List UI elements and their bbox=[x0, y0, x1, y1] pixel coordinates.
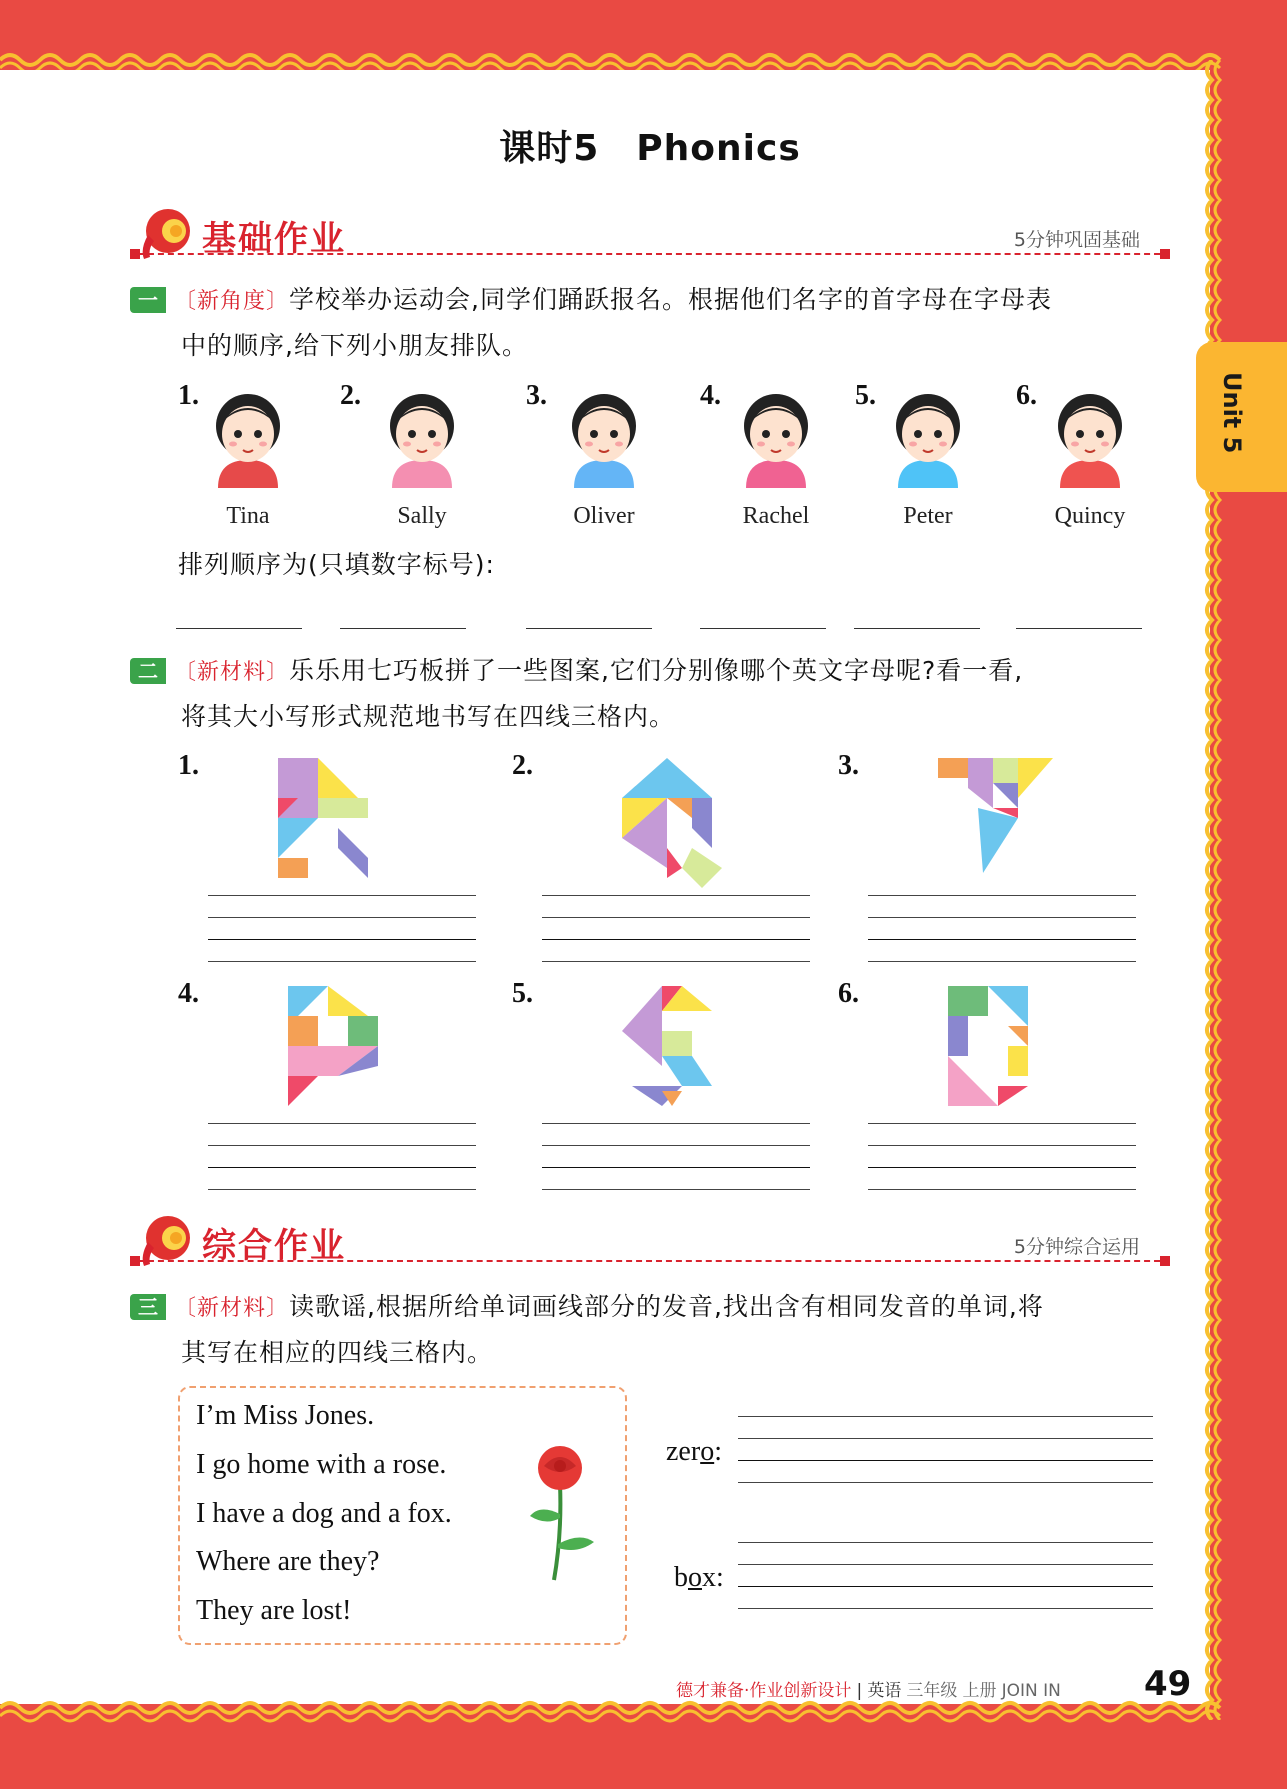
poem-line: They are lost! bbox=[196, 1595, 352, 1626]
kid-name: Quincy bbox=[1054, 503, 1126, 529]
item-number: 3. bbox=[838, 750, 859, 781]
tangram-letter-o-icon bbox=[948, 986, 1078, 1121]
kid-number: 4. bbox=[700, 380, 721, 411]
question-text bbox=[174, 648, 1184, 696]
section-subtitle: 5分钟综合运用 bbox=[1013, 1236, 1140, 1258]
rose-icon bbox=[520, 1444, 600, 1584]
section-divider bbox=[138, 253, 1170, 255]
kid-name: Peter bbox=[903, 503, 953, 529]
kid-avatar-icon bbox=[731, 378, 821, 488]
four-line-grid[interactable] bbox=[868, 895, 1136, 961]
section-title: 基础作业 bbox=[202, 219, 346, 259]
four-line-grid[interactable] bbox=[738, 1416, 1153, 1482]
poem-box bbox=[178, 1386, 627, 1645]
item-number: 5. bbox=[512, 978, 533, 1009]
question-tag: 〔新材料〕 bbox=[174, 1296, 290, 1321]
section-subtitle: 5分钟巩固基础 bbox=[1013, 229, 1140, 251]
section-divider bbox=[138, 1260, 1170, 1262]
word-part: : bbox=[714, 1436, 722, 1467]
divider-dot bbox=[1160, 1256, 1170, 1266]
answer-line[interactable] bbox=[340, 628, 466, 629]
kid-avatar-icon bbox=[203, 378, 293, 488]
page-number: 49 bbox=[1144, 1664, 1192, 1704]
answer-line[interactable] bbox=[1016, 628, 1142, 629]
tangram-letter-p-icon bbox=[288, 986, 418, 1121]
question-tag: 〔新材料〕 bbox=[174, 660, 290, 685]
unit-tab-label: Unit 5 bbox=[1218, 372, 1246, 454]
answer-line[interactable] bbox=[526, 628, 652, 629]
item-number: 6. bbox=[838, 978, 859, 1009]
footer-grade: 三年级 bbox=[906, 1681, 958, 1701]
tangram-letter-t-icon bbox=[938, 758, 1068, 893]
answer-line[interactable] bbox=[700, 628, 826, 629]
four-line-grid[interactable] bbox=[542, 1123, 810, 1189]
kid-number: 2. bbox=[340, 380, 361, 411]
question-text-line: 其写在相应的四线三格内。 bbox=[181, 1338, 494, 1367]
frame-right-wave bbox=[1202, 60, 1232, 1720]
poem-line: I’m Miss Jones. bbox=[196, 1400, 375, 1431]
kid-number: 6. bbox=[1016, 380, 1037, 411]
frame-bottom-wave bbox=[0, 1696, 1287, 1736]
kid-avatar-icon bbox=[883, 378, 973, 488]
question-badge: 二 bbox=[130, 658, 166, 684]
footer-subject: 英语 bbox=[867, 1681, 902, 1701]
answer-line[interactable] bbox=[854, 628, 980, 629]
kid-avatar-icon bbox=[377, 378, 467, 488]
question-text bbox=[174, 1284, 1184, 1332]
word-underlined-part: o bbox=[700, 1436, 715, 1467]
divider-dot bbox=[1160, 249, 1170, 259]
four-line-grid[interactable] bbox=[208, 1123, 476, 1189]
four-line-grid[interactable] bbox=[738, 1542, 1153, 1608]
poem-line: I go home with a rose. bbox=[196, 1449, 447, 1480]
question-badge: 一 bbox=[130, 287, 166, 313]
question-text bbox=[174, 277, 1184, 325]
kid-name: Tina bbox=[226, 503, 270, 529]
question-text-line: 学校举办运动会,同学们踊跃报名。根据他们名字的首字母在字母表 bbox=[289, 285, 1052, 314]
section-title: 综合作业 bbox=[202, 1226, 346, 1266]
kid-avatar-icon bbox=[1045, 378, 1135, 488]
tangram-letter-q-icon bbox=[622, 758, 752, 893]
word-part: zer bbox=[666, 1436, 701, 1467]
word-part: x: bbox=[702, 1562, 724, 1593]
kid-avatar-icon bbox=[559, 378, 649, 488]
question-badge: 三 bbox=[130, 1294, 166, 1320]
question-tag: 〔新角度〕 bbox=[174, 289, 290, 314]
four-line-grid[interactable] bbox=[208, 895, 476, 961]
question-text-line: 将其大小写形式规范地书写在四线三格内。 bbox=[181, 702, 676, 731]
footer-brand: 德才兼备·作业创新设计 bbox=[676, 1681, 852, 1701]
unit-tab[interactable] bbox=[1196, 342, 1287, 492]
footer-divider: | bbox=[856, 1681, 863, 1701]
kid-name: Oliver bbox=[573, 503, 635, 529]
word-box bbox=[674, 1562, 724, 1594]
answer-line[interactable] bbox=[176, 628, 302, 629]
question-text-line: 读歌谣,根据所给单词画线部分的发音,找出含有相同发音的单词,将 bbox=[289, 1292, 1044, 1321]
kid-name: Rachel bbox=[742, 503, 810, 529]
footer-volume: 上册 bbox=[962, 1681, 997, 1701]
item-number: 1. bbox=[178, 750, 199, 781]
order-label: 排列顺序为(只填数字标号): bbox=[178, 550, 495, 579]
question-text-line: 乐乐用七巧板拼了一些图案,它们分别像哪个英文字母呢?看一看, bbox=[289, 656, 1024, 685]
word-underlined-part: o bbox=[688, 1562, 702, 1593]
footer bbox=[676, 1676, 1061, 1701]
page-title: 课时5 Phonics bbox=[499, 128, 801, 169]
four-line-grid[interactable] bbox=[542, 895, 810, 961]
item-number: 4. bbox=[178, 978, 199, 1009]
four-line-grid[interactable] bbox=[868, 1123, 1136, 1189]
tangram-letter-r-icon bbox=[278, 758, 408, 893]
word-zero bbox=[666, 1436, 722, 1468]
tangram-letter-s-icon bbox=[622, 986, 752, 1121]
kid-number: 5. bbox=[855, 380, 876, 411]
kid-number: 3. bbox=[526, 380, 547, 411]
kid-number: 1. bbox=[178, 380, 199, 411]
poem-line: Where are they? bbox=[196, 1546, 380, 1577]
item-number: 2. bbox=[512, 750, 533, 781]
kid-name: Sally bbox=[397, 503, 447, 529]
word-part: b bbox=[674, 1562, 688, 1593]
section-header-comprehensive bbox=[130, 1212, 1170, 1268]
section-header-basic bbox=[130, 205, 1170, 261]
poem-line: I have a dog and a fox. bbox=[196, 1498, 452, 1529]
question-text-line: 中的顺序,给下列小朋友排队。 bbox=[181, 331, 528, 360]
footer-edition: JOIN IN bbox=[1001, 1681, 1061, 1701]
